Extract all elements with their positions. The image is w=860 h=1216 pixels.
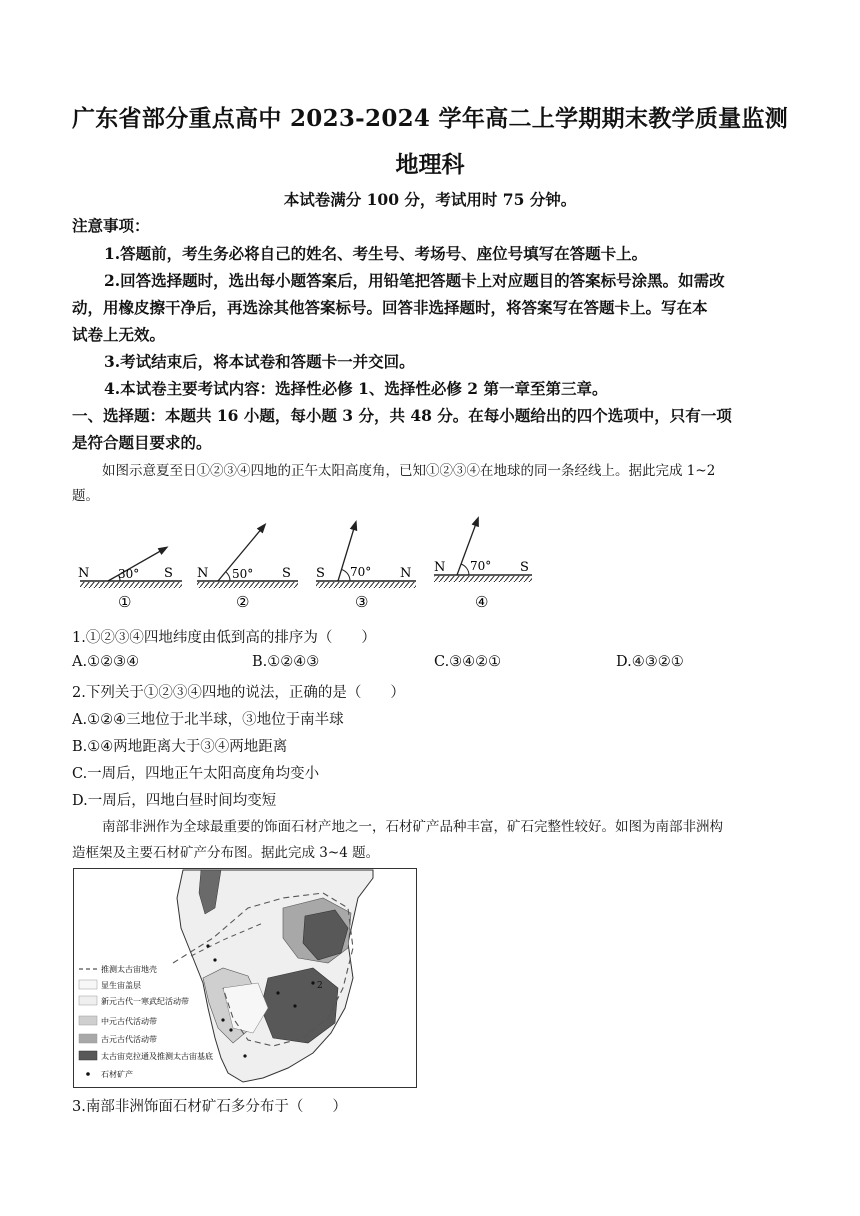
sun-panel-4: [434, 521, 532, 611]
question-1-option-d[interactable]: D.④③②①: [616, 654, 684, 670]
panel-3-right-label: N: [400, 566, 412, 581]
intro-line-2: 题。: [72, 488, 99, 504]
notice-item-3: 3.考试结束后，将本试卷和答题卡一并交回。: [104, 352, 415, 371]
question-2-option-a[interactable]: A.①②④三地位于北半球，③地位于南半球: [72, 712, 344, 728]
notice-item-1: 1.答题前，考生务必将自己的姓名、考生号、考场号、座位号填写在答题卡上。: [104, 244, 648, 263]
question-2-stem: 2.下列关于①②③④四地的说法，正确的是（ ）: [72, 685, 405, 701]
section-heading-line-2: 是符合题目要求的。: [72, 433, 212, 452]
panel-4-number: ④: [475, 593, 489, 611]
panel-2-left-label: N: [197, 566, 209, 581]
panel-1-angle: 30°: [118, 567, 140, 581]
legend-item-7: 石材矿产: [101, 1070, 133, 1079]
panel-2-angle: 50°: [232, 567, 254, 581]
legend-item-6: 太古宙克拉通及推测太古宙基底: [101, 1052, 213, 1061]
panel-1-right-label: S: [164, 566, 173, 581]
exam-subtitle: 本试卷满分 100 分，考试用时 75 分钟。: [283, 190, 577, 209]
panel-1-left-label: N: [78, 566, 90, 581]
question-1-option-a[interactable]: A.①②③④: [72, 654, 140, 670]
panel-4-angle: 70°: [470, 559, 492, 573]
notice-item-2-line-2: 动，用橡皮擦干净后，再选涂其他答案标号。回答非选择题时，将答案写在答题卡上。写在本: [72, 298, 708, 317]
legend-item-4: 中元古代活动带: [101, 1017, 157, 1026]
subject-title: 地理科: [395, 151, 465, 178]
intro-line-1: 如图示意夏至日①②③④四地的正午太阳高度角，已知①②③④在地球的同一条经线上。据此完成 1~2: [102, 463, 716, 479]
exam-title: 广东省部分重点高中 2023-2024 学年高二上学期期末教学质量监测: [71, 105, 789, 132]
panel-4-left-label: N: [434, 560, 446, 575]
question-3-stem: 3.南部非洲饰面石材矿石多分布于（ ）: [72, 1099, 347, 1115]
sun-panel-3: [316, 525, 416, 611]
notice-item-2-line-1: 2.回答选择题时，选出每小题答案后，用铅笔把答题卡上对应题目的答案标号涂黑。如需改: [104, 271, 725, 290]
map-label-2: 2: [317, 981, 323, 991]
notice-item-2-line-3: 试卷上无效。: [72, 325, 166, 344]
legend-item-1: 推测太古宙地壳: [101, 965, 157, 974]
section-heading-line-1: 一、选择题：本题共 16 小题，每小题 3 分，共 48 分。在每小题给出的四个选项中，只有一项: [72, 406, 732, 425]
sun-angle-figure: [70, 515, 540, 615]
question-2-option-c[interactable]: C.一周后，四地正午太阳高度角均变小: [72, 766, 320, 782]
legend-item-5: 古元古代活动带: [101, 1035, 157, 1044]
sun-panel-1: [78, 549, 182, 611]
question-2-option-b[interactable]: B.①④两地距离大于③④两地距离: [72, 739, 288, 755]
legend-item-3: 新元古代一寒武纪活动带: [101, 997, 189, 1006]
panel-2-right-label: S: [282, 566, 291, 581]
sun-panel-2: [197, 527, 298, 611]
notice-item-4: 4.本试卷主要考试内容：选择性必修 1、选择性必修 2 第一章至第三章。: [104, 379, 608, 398]
panel-3-angle: 70°: [350, 565, 372, 579]
panel-2-number: ②: [236, 593, 250, 611]
passage-2-line-1: 南部非洲作为全球最重要的饰面石材产地之一，石材矿产品种丰富，矿石完整性较好。如图为南部非洲构: [102, 819, 723, 835]
panel-3-number: ③: [355, 593, 369, 611]
panel-3-left-label: S: [316, 566, 325, 581]
passage-2-line-2: 造框架及主要石材矿产分布图。据此完成 3~4 题。: [72, 845, 380, 861]
southern-africa-map: [73, 868, 417, 1088]
question-1-option-b[interactable]: B.①②④③: [252, 654, 320, 670]
question-1-option-c[interactable]: C.③④②①: [434, 654, 502, 670]
question-2-option-d[interactable]: D.一周后，四地白昼时间均变短: [72, 793, 277, 809]
legend-item-2: 显生宙盖层: [101, 981, 141, 990]
notice-heading: 注意事项：: [72, 216, 150, 235]
panel-4-right-label: S: [520, 560, 529, 575]
panel-1-number: ①: [118, 593, 132, 611]
question-1-stem: 1.①②③④四地纬度由低到高的排序为（ ）: [72, 630, 376, 646]
